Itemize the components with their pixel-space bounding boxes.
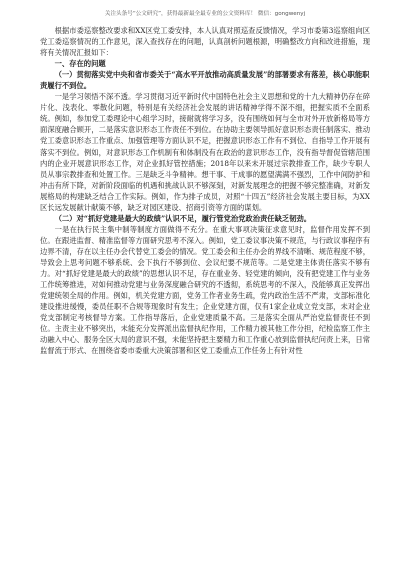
section-heading-problems: 一、存在的问题 — [54, 59, 106, 69]
intro-paragraph: 根据市委巡察整改要求和XX区党工委安排，本人认真对照巡查反馈情况，学习市委第3巡察组向区党工委巡察情况的工作意见，深入查找存在的问题，认真剖析问题根源，明确整改方向和改进措施，现将有关情况汇报如下： — [40, 26, 370, 58]
document-body — [40, 25, 370, 356]
subsection-2-paragraph: 一是在执行民主集中制等制度方面做得不充分。在重大事项决策征求意见时，监督作用发挥不到位。在跟进监督、精准监督等方面研究思考不深入。例如，党工委议事决策不规范，与行政议事程序有边界不清，存在以主任办会代替党工委会的情况。党工委会和主任办会的界线不清晰、规范程度不够，导致会上思考问题不够系统、会下执行不够到位、会议纪要不规范等。二是党建主体责任落实不够有力。对“抓好党建是最大的政绩”的思想认识不足，存在重业务、轻党建的倾向，没有把党建工作与业务工作统筹推进，对如何推动党建与业务深度融合研究的不透彻，系统思考的不深入，没能够真正发挥出党建统领全局的作用。例如，机关党建方面，党务工作者业务生疏，党内政治生活不严肃，支部标准化建设推进缓慢，委员任职不合规等现象时有发生；企业党建方面，仅有1家企业成立党支部，未对企业党支部制定考核督导方案。工作指导落后，企业党建质量不高。三是落实全面从严治党监督责任不到位。主责主业不够突出，未能充分发挥派出监督执纪作用，工作精力被其他工作分担，纪检监察工作主动融入中心、服务全区大局的意识不强，未能坚持把主要精力和工作重心放到监督执纪问责上来，日常监督流于形式、在围绕省委市委重大决策部署和区党工委重点工作任务上有针对性 — [40, 224, 370, 356]
subsection-heading-2: （二）对“抓好党建是最大的政绩”认识不足，履行管党治党政治责任缺乏韧劲。 — [54, 213, 312, 223]
subsection-heading-1: （一）贯彻落实党中央和省市委关于“高水平开放推动高质量发展”的部署要求有落差，核心职能职责履行不到位。 — [40, 70, 370, 91]
subsection-1-paragraph: 一是学习领悟不深不透。学习贯彻习近平新时代中国特色社会主义思想和党的十九大精神仍存在碎片化、浅表化、零散化问题，特别是有关经济社会发展的讲话精神学得不深不细，把握实质不全面系统。例如，参加党工委理论中心组学习时，接耐就将学习多，没有围绕如何与全市对外开放新格局等方面深度融合顾开，二是落实意识形态工作责任不到位。在协助主要领导抓好意识形态责任制落实、推动党工委意识形态工作重点、加强管理等方面认识不足，把握意识形态工作有不到位、自指导工作开展有落实不到位。例如，对意识形态工作机制有和体制没有在政治的意识形态工作，没有指导督促管辖范围内的企业开展意识形态工作，对企业抓好管控措施；2018年以来未开展过宗教排查工作，缺少专职人员从事宗教排查和处置工作。三是缺乏斗争精神。想干事、干成事的愿望满满不强烈，工作中间防护和冲击有所下降，对新阶段面临的机遇和挑战认识不够深刻，对新发展理念的把握不够完整准确，对新发展格局的构建缺乏结合工作实际。例如，作为排子成员，对照“十四五”经济社会发展主要目标，为XX区长远发展献计献策不够，缺乏对园区建设、招商引资等方面的谋划。 — [40, 92, 370, 212]
page-header-note: 关注头条号“公文研究”，获得最新最全最专业的公文资料库！ 微信：gongwenyj — [104, 11, 306, 17]
